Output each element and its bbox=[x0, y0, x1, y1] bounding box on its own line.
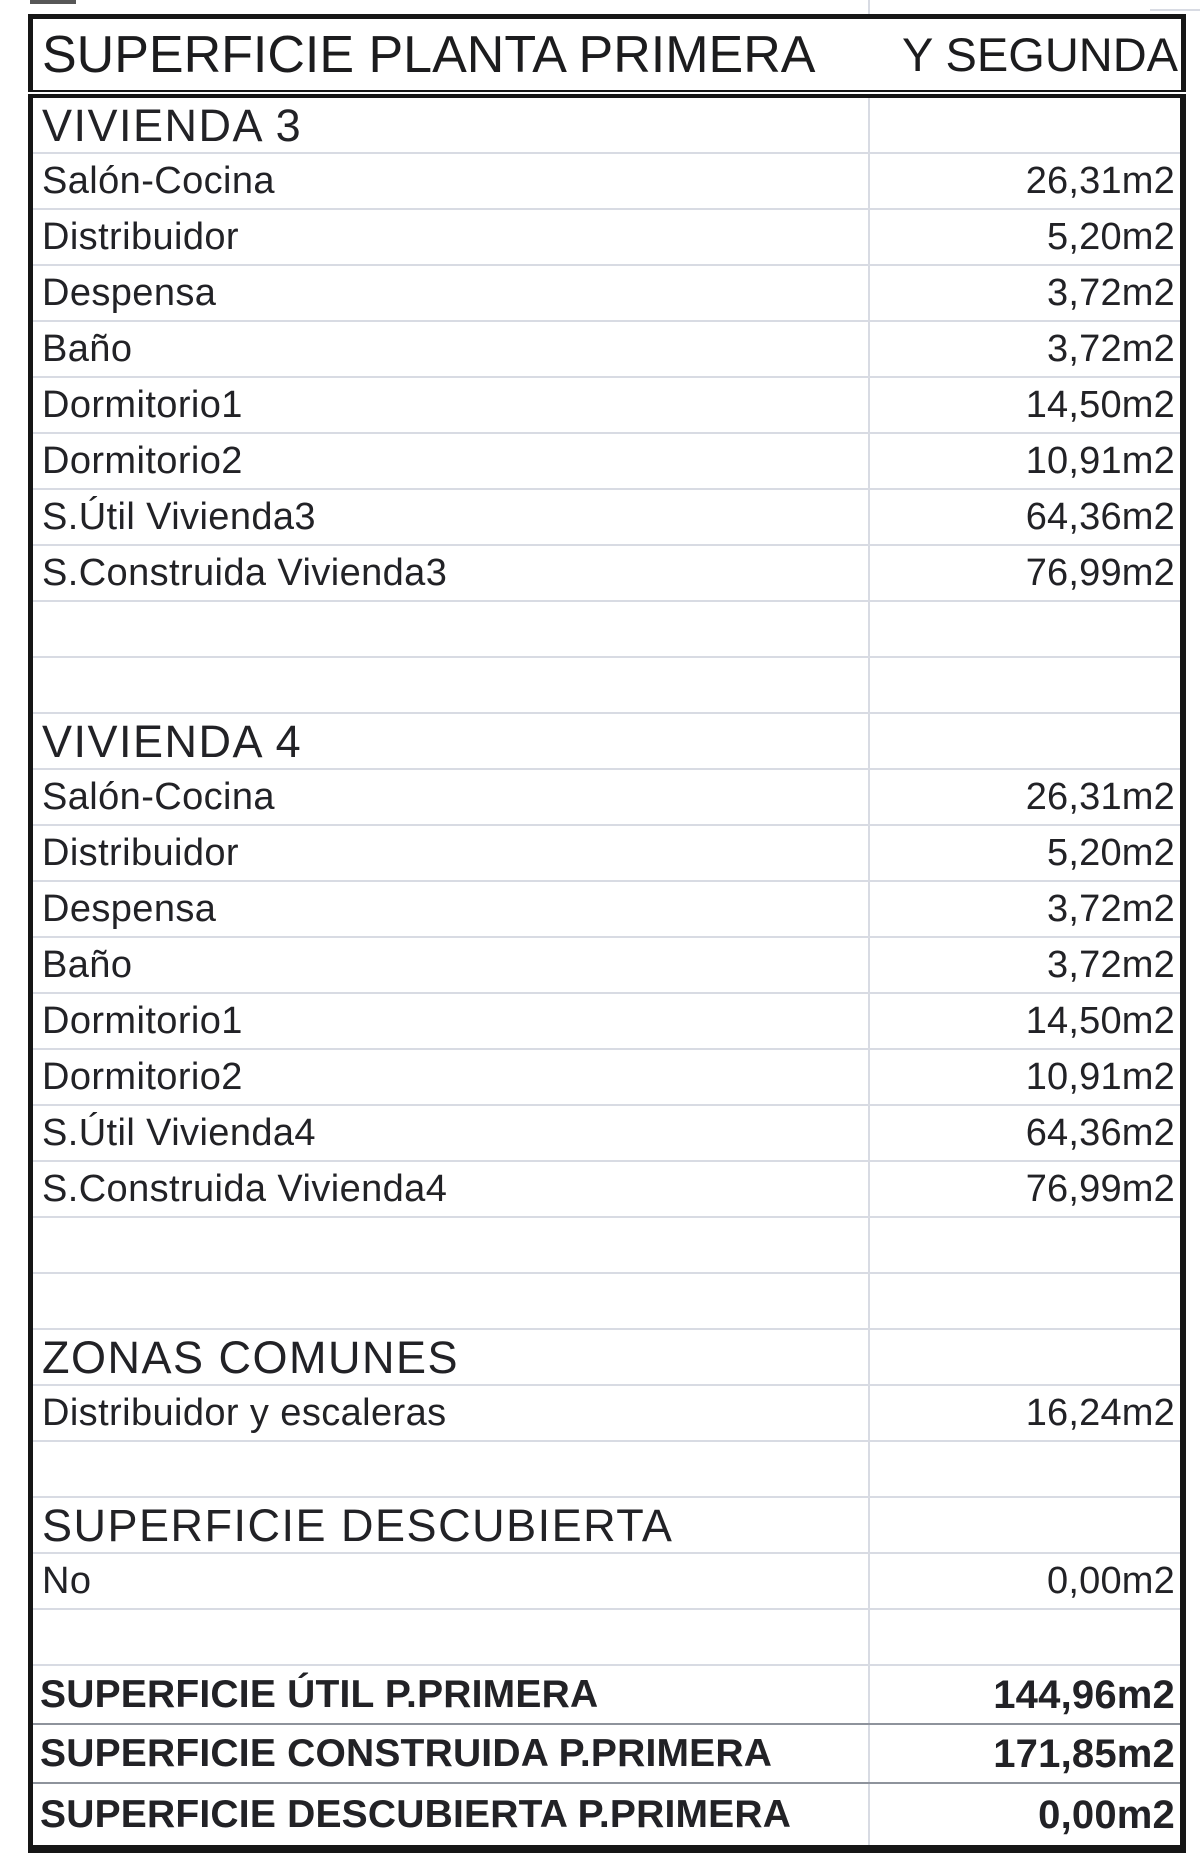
scan-artifact-dash bbox=[30, 0, 76, 4]
section-row bbox=[33, 1498, 1180, 1554]
section-row bbox=[33, 1330, 1180, 1386]
row-label: Despensa bbox=[42, 888, 217, 930]
row-label bbox=[33, 1610, 868, 1664]
page-title: SUPERFICIE PLANTA PRIMERA bbox=[42, 25, 816, 84]
page-title-suffix: Y SEGUNDA bbox=[902, 28, 1178, 81]
table-row bbox=[33, 266, 1180, 322]
row-value bbox=[868, 602, 1180, 656]
table-row bbox=[33, 434, 1180, 490]
row-value: 0,00m2 bbox=[868, 1784, 1180, 1845]
row-label: Salón-Cocina bbox=[42, 160, 275, 202]
row-label: Distribuidor y escaleras bbox=[42, 1392, 447, 1434]
row-label bbox=[33, 1442, 868, 1496]
scan-artifact-vertical-line bbox=[868, 0, 870, 14]
blank-row bbox=[33, 1218, 1180, 1274]
row-value: 5,20m2 bbox=[868, 826, 1180, 880]
row-value bbox=[868, 1330, 1180, 1384]
row-value bbox=[868, 1442, 1180, 1496]
total-row bbox=[33, 1784, 1180, 1845]
row-label bbox=[33, 602, 868, 656]
row-value: 16,24m2 bbox=[868, 1386, 1180, 1440]
row-value: 26,31m2 bbox=[868, 770, 1180, 824]
total-row bbox=[33, 1725, 1180, 1784]
row-label: Dormitorio2 bbox=[42, 1056, 243, 1098]
row-value: 0,00m2 bbox=[868, 1554, 1180, 1608]
table-row bbox=[33, 378, 1180, 434]
row-value: 76,99m2 bbox=[868, 1162, 1180, 1216]
row-label: Baño bbox=[42, 328, 133, 370]
row-value bbox=[868, 658, 1180, 712]
row-label: S.Útil Vivienda4 bbox=[42, 1112, 316, 1154]
row-label: SUPERFICIE DESCUBIERTA bbox=[42, 1499, 674, 1551]
row-value: 3,72m2 bbox=[868, 938, 1180, 992]
row-label: SUPERFICIE DESCUBIERTA P.PRIMERA bbox=[40, 1793, 792, 1836]
table-row bbox=[33, 938, 1180, 994]
row-label: Despensa bbox=[42, 272, 217, 314]
row-label: SUPERFICIE CONSTRUIDA P.PRIMERA bbox=[40, 1732, 773, 1775]
row-value: 10,91m2 bbox=[868, 434, 1180, 488]
table-row bbox=[33, 322, 1180, 378]
row-value: 3,72m2 bbox=[868, 266, 1180, 320]
blank-row bbox=[33, 1610, 1180, 1666]
row-value: 171,85m2 bbox=[868, 1725, 1180, 1782]
table-row bbox=[33, 826, 1180, 882]
row-label bbox=[33, 1218, 868, 1272]
row-label: Dormitorio1 bbox=[42, 1000, 243, 1042]
row-label: Distribuidor bbox=[42, 216, 239, 258]
table-body bbox=[28, 94, 1186, 1853]
row-value bbox=[868, 1498, 1180, 1552]
table-row bbox=[33, 882, 1180, 938]
row-value bbox=[868, 98, 1180, 152]
row-value: 14,50m2 bbox=[868, 994, 1180, 1048]
table-row bbox=[33, 1162, 1180, 1218]
area-table bbox=[28, 14, 1186, 1853]
row-value: 10,91m2 bbox=[868, 1050, 1180, 1104]
section-row bbox=[33, 714, 1180, 770]
blank-row bbox=[33, 1442, 1180, 1498]
row-label: S.Útil Vivienda3 bbox=[42, 496, 316, 538]
row-value: 144,96m2 bbox=[868, 1666, 1180, 1723]
row-label: SUPERFICIE ÚTIL P.PRIMERA bbox=[40, 1673, 599, 1716]
table-row bbox=[33, 1050, 1180, 1106]
row-value: 26,31m2 bbox=[868, 154, 1180, 208]
row-value: 64,36m2 bbox=[868, 490, 1180, 544]
table-row bbox=[33, 546, 1180, 602]
total-row bbox=[33, 1666, 1180, 1725]
scan-artifact-horizontal-line bbox=[1150, 9, 1200, 11]
row-label: ZONAS COMUNES bbox=[42, 1331, 460, 1383]
row-value: 14,50m2 bbox=[868, 378, 1180, 432]
table-row bbox=[33, 1106, 1180, 1162]
row-label: Dormitorio1 bbox=[42, 384, 243, 426]
row-value: 64,36m2 bbox=[868, 1106, 1180, 1160]
row-label bbox=[33, 1274, 868, 1328]
row-label: No bbox=[42, 1560, 92, 1602]
blank-row bbox=[33, 1274, 1180, 1330]
row-label: Dormitorio2 bbox=[42, 440, 243, 482]
table-row bbox=[33, 1554, 1180, 1610]
row-value: 76,99m2 bbox=[868, 546, 1180, 600]
table-row bbox=[33, 154, 1180, 210]
row-label: VIVIENDA 3 bbox=[42, 99, 303, 151]
table-row bbox=[33, 490, 1180, 546]
row-value bbox=[868, 714, 1180, 768]
row-label: Salón-Cocina bbox=[42, 776, 275, 818]
row-label bbox=[33, 658, 868, 712]
table-row bbox=[33, 994, 1180, 1050]
table-row bbox=[33, 1386, 1180, 1442]
row-label: VIVIENDA 4 bbox=[42, 715, 303, 767]
table-row bbox=[33, 770, 1180, 826]
row-value: 5,20m2 bbox=[868, 210, 1180, 264]
row-label: Baño bbox=[42, 944, 133, 986]
row-label: S.Construida Vivienda4 bbox=[42, 1168, 448, 1210]
blank-row bbox=[33, 602, 1180, 658]
blank-row bbox=[33, 658, 1180, 714]
table-title-bar bbox=[28, 14, 1186, 92]
row-label: Distribuidor bbox=[42, 832, 239, 874]
row-value: 3,72m2 bbox=[868, 882, 1180, 936]
row-label: S.Construida Vivienda3 bbox=[42, 552, 448, 594]
row-value bbox=[868, 1274, 1180, 1328]
section-row bbox=[33, 98, 1180, 154]
table-row bbox=[33, 210, 1180, 266]
row-value: 3,72m2 bbox=[868, 322, 1180, 376]
row-value bbox=[868, 1218, 1180, 1272]
row-value bbox=[868, 1610, 1180, 1664]
